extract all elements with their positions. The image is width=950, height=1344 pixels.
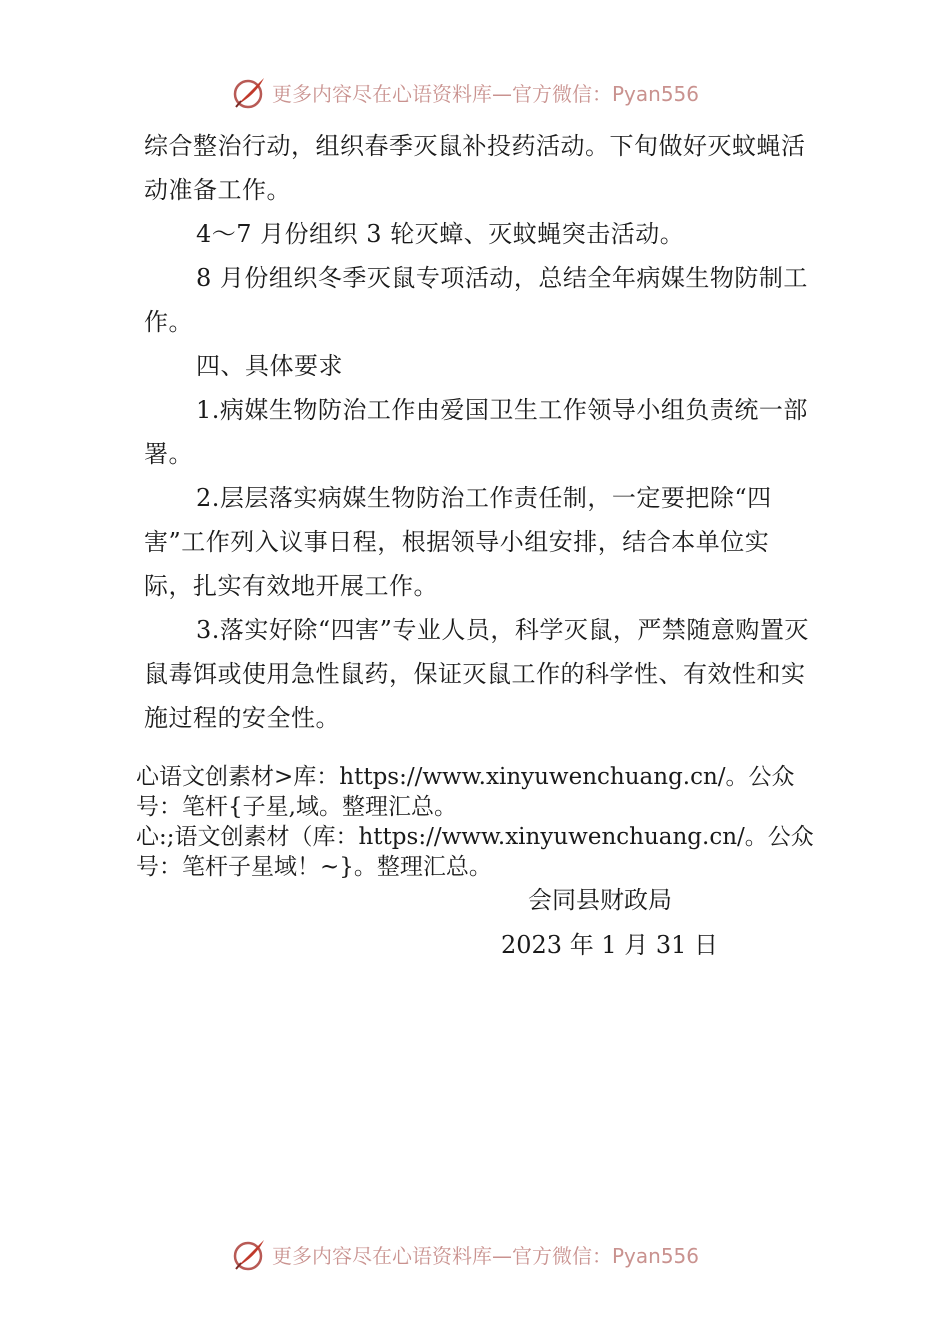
quill-seal-icon	[232, 1236, 268, 1272]
banner-text: 更多内容尽在心语资料库—官方微信：Pyan556	[272, 81, 700, 106]
paragraph: 2.层层落实病媒生物防治工作责任制，一定要把除“四害”工作列入议事日程，根据领导小组安排，结合本单位实际，扎实有效地开展工作。	[144, 484, 772, 600]
paragraph: 4～7 月份组织 3 轮灭蟑、灭蚊蝇突击活动。	[196, 220, 685, 248]
header-banner	[232, 72, 699, 112]
document-body	[144, 124, 816, 740]
source-notes	[136, 762, 836, 882]
paragraph: 3.落实好除“四害”专业人员，科学灭鼠，严禁随意购置灭鼠毒饵或使用急性鼠药，保证灭鼠工作的科学性、有效性和实施过程的安全性。	[144, 616, 809, 732]
quill-seal-icon	[232, 74, 268, 110]
paragraph: 8 月份组织冬季灭鼠专项活动，总结全年病媒生物防制工作。	[144, 264, 808, 336]
signature-date: 2023 年 1 月 31 日	[501, 931, 719, 959]
paragraph: 1.病媒生物防治工作由爱国卫生工作领导小组负责统一部署。	[144, 396, 808, 468]
footer-banner	[232, 1234, 699, 1274]
section-heading: 四、具体要求	[196, 352, 343, 380]
source-note: 心语文创素材>库：https://www.xinyuwenchuang.cn/。公众号：笔杆{子星,域。整理汇总。	[136, 764, 795, 820]
paragraph: 综合整治行动，组织春季灭鼠补投药活动。下旬做好灭蚊蝇活动准备工作。	[144, 132, 806, 204]
signature-org: 会同县财政局	[528, 886, 672, 914]
banner-text: 更多内容尽在心语资料库—官方微信：Pyan556	[272, 1243, 700, 1268]
source-note: 心:;语文创素材（库：https://www.xinyuwenchuang.cn/。公众号：笔杆子星域！~}。整理汇总。	[136, 824, 814, 880]
